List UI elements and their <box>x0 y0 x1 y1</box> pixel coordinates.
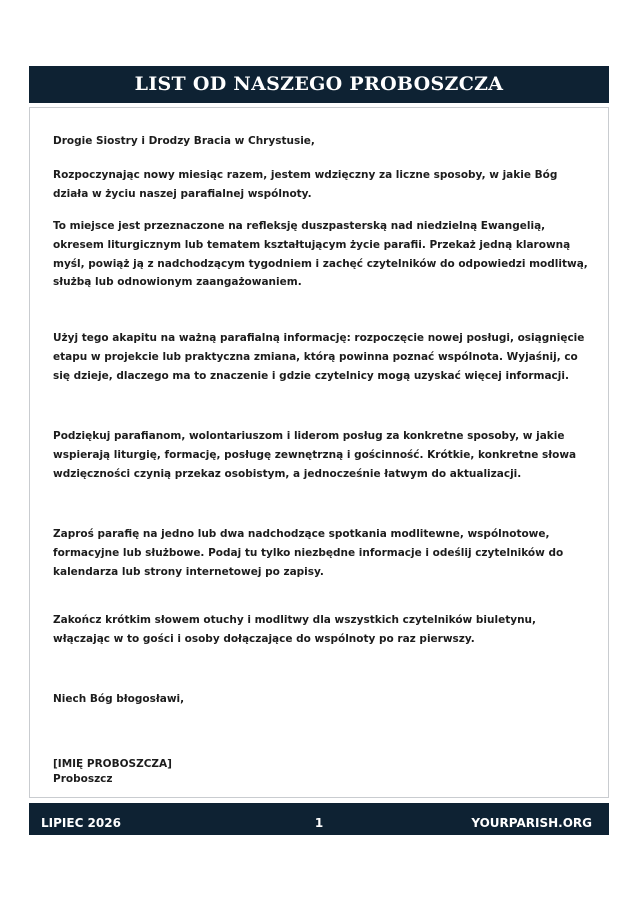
footer-date: LIPIEC 2026 <box>41 816 121 830</box>
letter-greeting: Drogie Siostry i Drodzy Bracia w Chrystusie, <box>53 135 315 147</box>
footer-website: YOURPARISH.ORG <box>471 816 592 830</box>
signature-title: Proboszcz <box>53 773 113 785</box>
letter-paragraph-5: Zaproś parafię na jedno lub dwa nadchodzące spotkania modlitewne, wspólnotowe, formacyjne lub służbowe. Podaj tu tylko niezbędne informacje i odeślij czytelników do kalendarza lub strony internetowej po zapisy. <box>53 528 564 578</box>
page-number: 1 <box>314 816 324 830</box>
letter-closing: Niech Bóg błogosławi, <box>53 693 185 705</box>
letter-paragraph-2: To miejsce jest przeznaczone na refleksję duszpasterską nad niedzielną Ewangelią, okresem liturgicznym lub tematem kształtującym życie parafii. Przekaż jedną klarowną myśl, powiąż ją z nadchodzącym tygodniem i zachęć czytelników do odpowiedzi modlitwą, służbą lub odnowionym zaangażowaniem. <box>53 220 588 289</box>
page-title: LIST OD NASZEGO PROBOSZCZA <box>134 73 504 95</box>
letter-paragraph-6: Zakończ krótkim słowem otuchy i modlitwy dla wszystkich czytelników biuletynu, włączając w to gości i osoby dołączające do wspólnoty po raz pierwszy. <box>53 614 537 645</box>
letter-paragraph-4: Podziękuj parafianom, wolontariuszom i liderom posług za konkretne sposoby, w jakie wspierają liturgię, formację, posługę zewnętrzną i gościnność. Krótkie, konkretne słowa wdzięczności czynią przekaz osobistym, a jednocześnie łatwym do aktualizacji. <box>53 430 577 480</box>
letter-paragraph-3: Użyj tego akapitu na ważną parafialną informację: rozpoczęcie nowej posługi, osiągnięcie etapu w projekcie lub praktyczna zmiana, którą powinna poznać wspólnota. Wyjaśnij, co się dzieje, dlaczego ma to znaczenie i gdzie czytelnicy mogą uzyskać więcej informacji. <box>53 332 585 382</box>
letter-body <box>29 107 609 798</box>
letter-paragraph-1: Rozpoczynając nowy miesiąc razem, jestem wdzięczny za liczne sposoby, w jakie Bóg działa w życiu naszej parafialnej wspólnoty. <box>53 169 558 200</box>
signature-name: [IMIĘ PROBOSZCZA] <box>53 758 172 770</box>
page-footer <box>29 803 609 835</box>
page-header <box>29 66 609 103</box>
